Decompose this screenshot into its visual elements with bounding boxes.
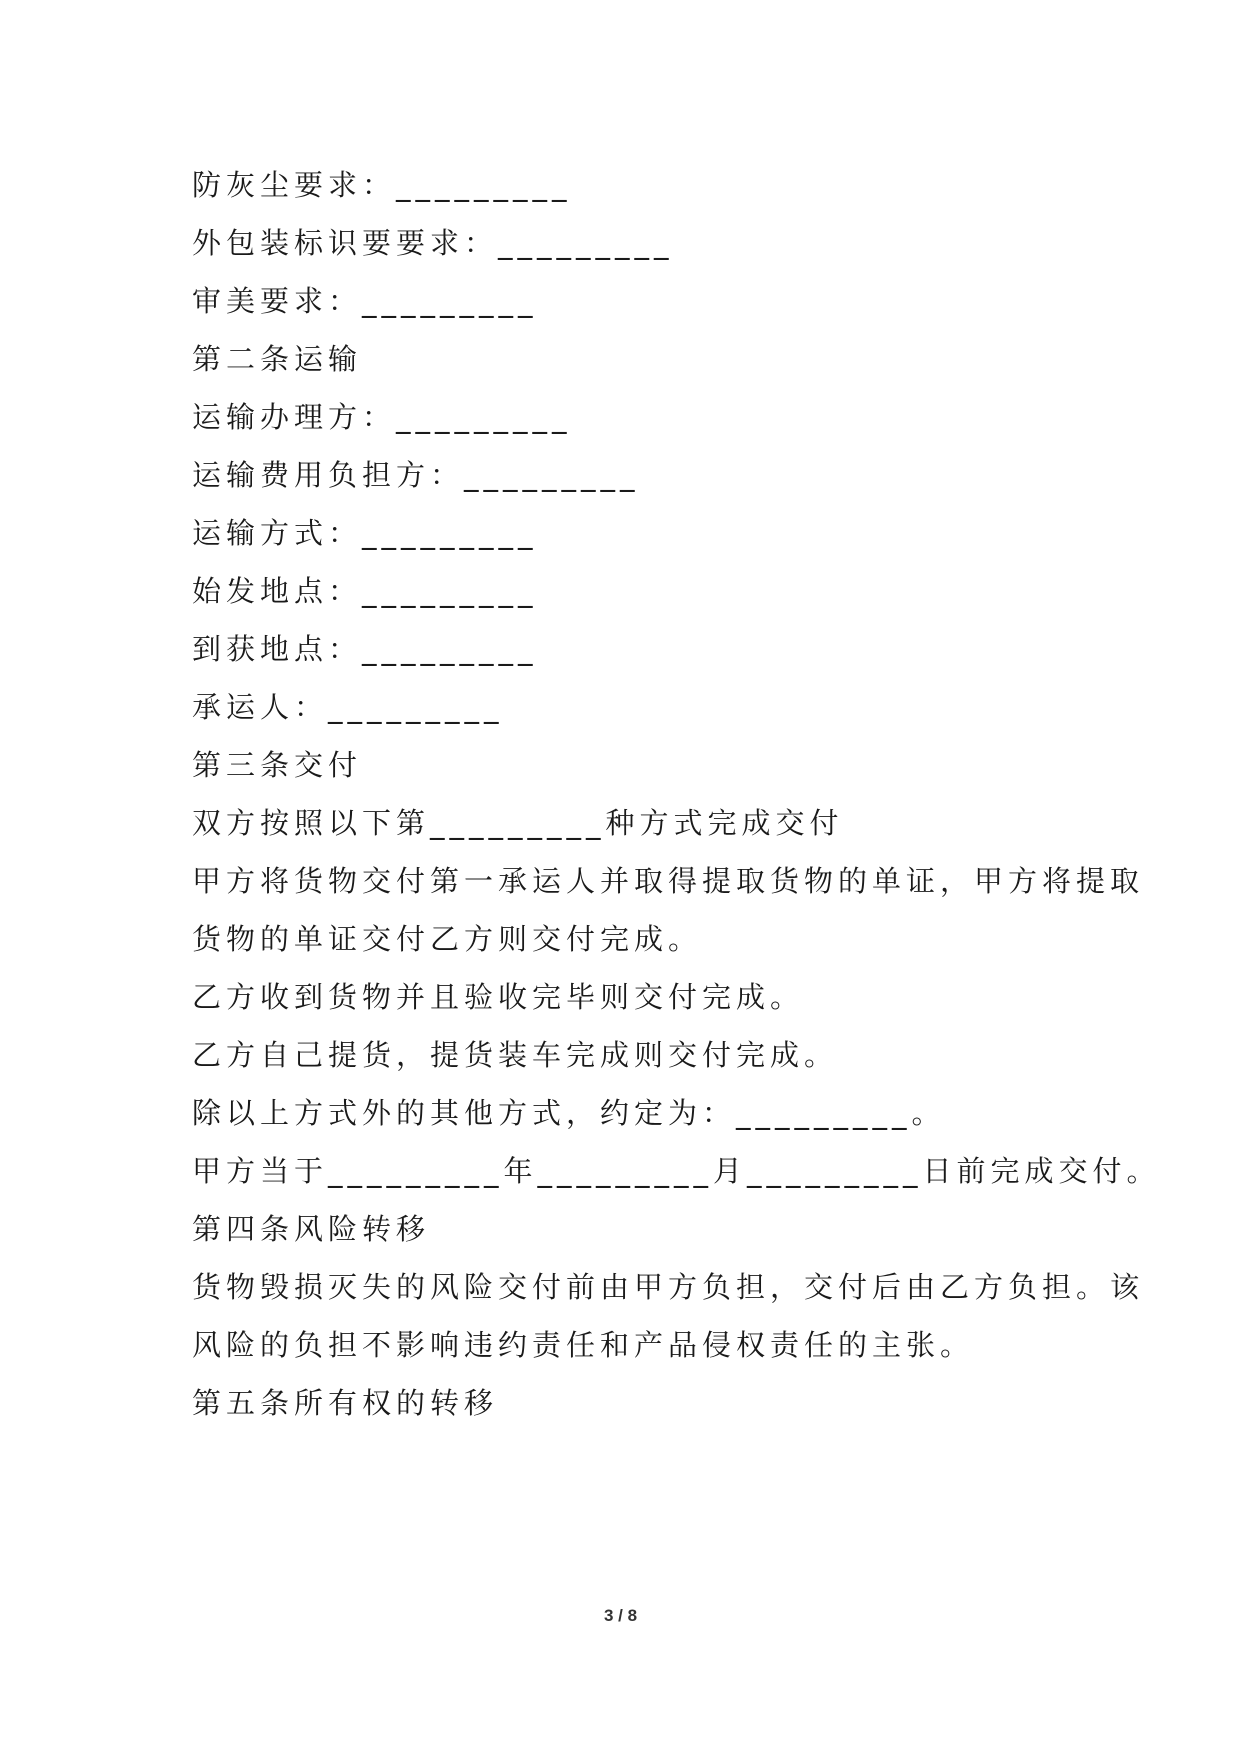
delivery-option-2-line: 乙方收到货物并且验收完毕则交付完成。 [192,980,805,1014]
risk-transfer-line-a: 货物毁损灭失的风险交付前由甲方负担，交付后由乙方负担。该 [192,1270,1145,1304]
dust-requirement-line: 防灰尘要求：_________ [192,168,572,202]
article-4-heading: 第四条风险转移 [192,1212,431,1246]
article-2-heading: 第二条运输 [192,342,363,376]
packaging-label-requirement-line: 外包装标识要要求：_________ [192,226,674,260]
origin-location-line: 始发地点：_________ [192,574,538,608]
delivery-other-method-line: 除以上方式外的其他方式，约定为：_________。 [192,1096,946,1130]
delivery-method-choice-line: 双方按照以下第_________种方式完成交付 [192,806,844,840]
transport-method-line: 运输方式：_________ [192,516,538,550]
carrier-line: 承运人：_________ [192,690,504,724]
transport-cost-bearer-line: 运输费用负担方：_________ [192,458,640,492]
risk-transfer-line-b: 风险的负担不影响违约责任和产品侵权责任的主张。 [192,1328,975,1362]
delivery-deadline-line: 甲方当于_________年_________月_________日前完成交付。 [192,1154,1161,1188]
delivery-option-3-line: 乙方自己提货，提货装车完成则交付完成。 [192,1038,839,1072]
destination-location-line: 到获地点：_________ [192,632,538,666]
page-number: 3 / 8 [603,1606,638,1625]
delivery-option-1-line-b: 货物的单证交付乙方则交付完成。 [192,922,703,956]
delivery-option-1-line-a: 甲方将货物交付第一承运人并取得提取货物的单证，甲方将提取 [192,864,1145,898]
transport-handler-line: 运输办理方：_________ [192,400,572,434]
article-5-heading: 第五条所有权的转移 [192,1386,499,1420]
article-3-heading: 第三条交付 [192,748,363,782]
aesthetic-requirement-line: 审美要求：_________ [192,284,538,318]
